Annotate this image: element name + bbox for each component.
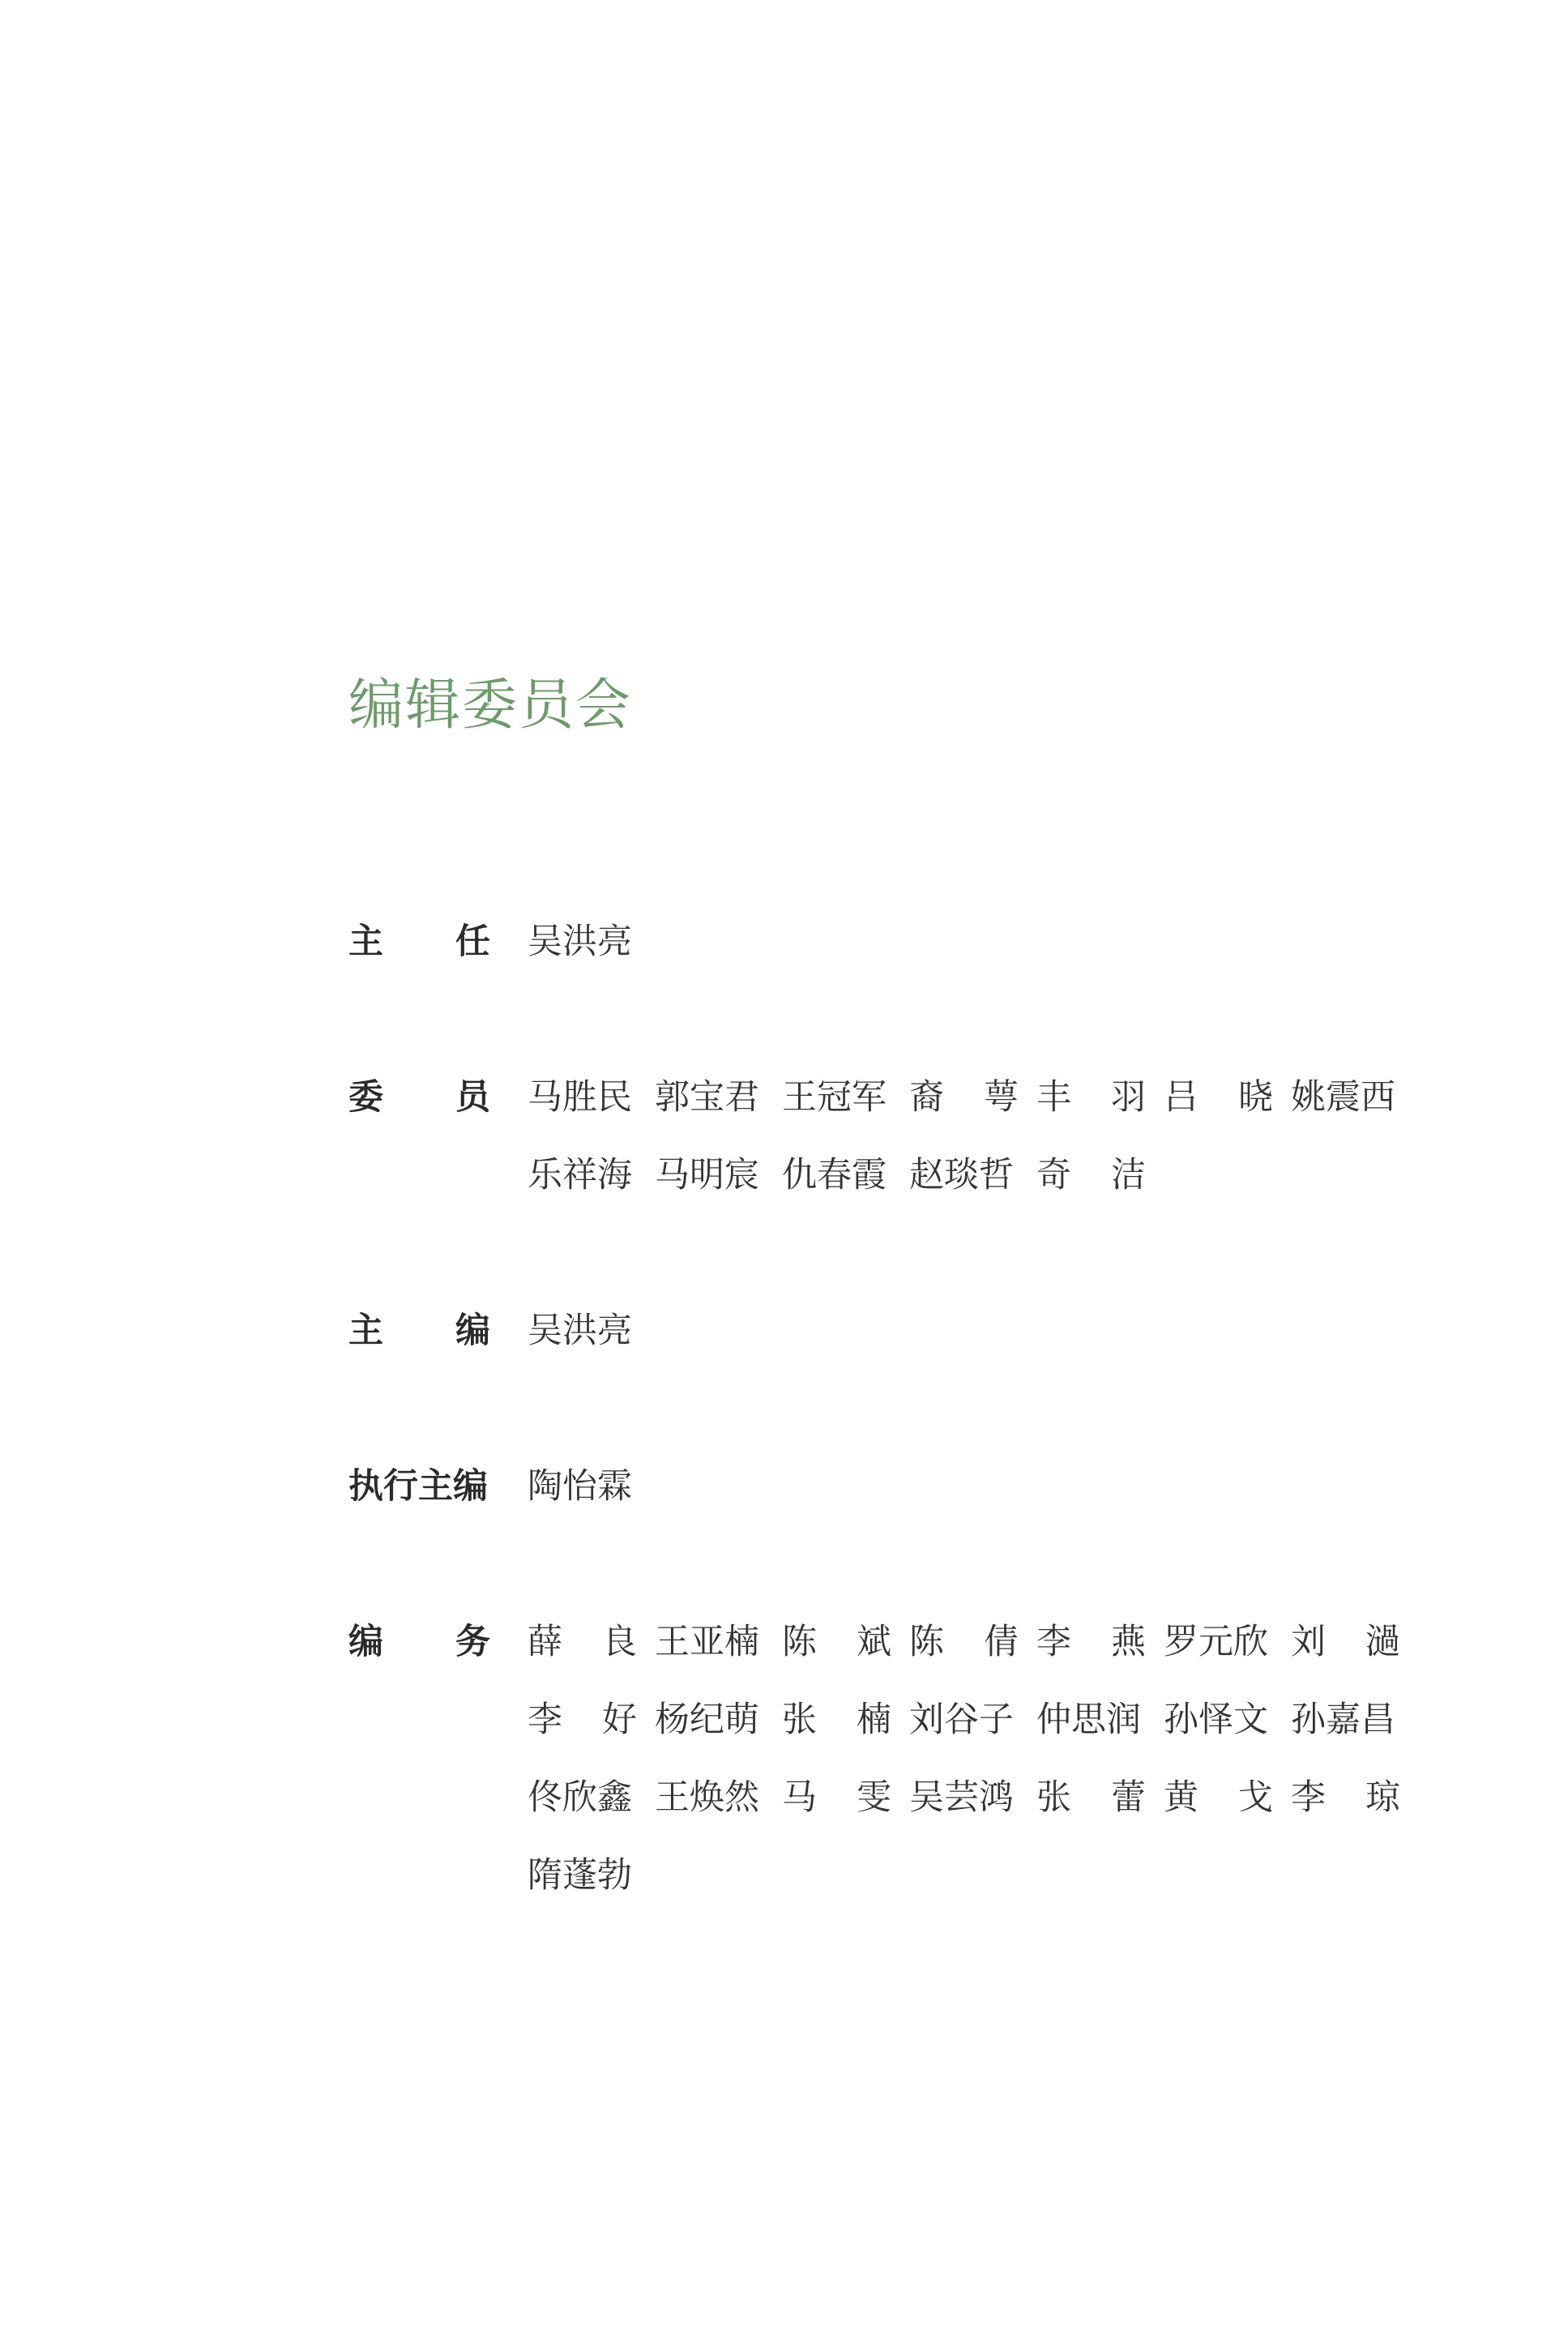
person-name-part: 洁 — [1111, 1154, 1146, 1195]
editorial-staff-label-char: 务 — [455, 1621, 490, 1662]
person-name-part: 陈 — [782, 1621, 817, 1662]
person-name-part: 佟欣鑫 — [528, 1777, 632, 1818]
person-name — [1036, 1055, 1164, 1133]
person-name — [1036, 1678, 1164, 1755]
person-name — [1291, 1055, 1418, 1133]
person-name-part: 晓 — [1238, 1076, 1273, 1118]
director-label — [348, 900, 490, 977]
person-name — [909, 1600, 1036, 1678]
person-name-part: 倩 — [984, 1621, 1019, 1662]
person-name — [909, 1055, 1036, 1133]
director-label-char: 任 — [455, 921, 490, 962]
members-list — [528, 1055, 1427, 1211]
members-label-char: 员 — [455, 1076, 490, 1118]
person-name — [528, 1678, 655, 1755]
person-name-part: 蕾 — [1111, 1777, 1146, 1818]
person-name-part: 罗元欣 — [1164, 1621, 1268, 1662]
editorial-staff-label — [348, 1600, 490, 1678]
person-name — [1036, 1133, 1164, 1211]
person-name-part: 郭宝君 — [655, 1076, 759, 1118]
person-name-part: 马明宸 — [655, 1154, 759, 1195]
person-name-part: 仇春霞 — [782, 1154, 887, 1195]
person-name — [782, 1133, 909, 1211]
person-name — [1164, 1678, 1291, 1755]
person-name-part: 李 — [1291, 1777, 1326, 1818]
person-name — [655, 1755, 782, 1833]
person-name-part: 乐祥海 — [528, 1154, 632, 1195]
person-name — [782, 1755, 909, 1833]
person-name-part: 陈 — [909, 1621, 944, 1662]
person-name-part: 好 — [602, 1699, 637, 1740]
person-name — [528, 1600, 655, 1678]
person-name-part: 仲思润 — [1036, 1699, 1141, 1740]
person-name — [655, 1133, 782, 1211]
person-name — [1291, 1600, 1418, 1678]
person-name — [1291, 1755, 1418, 1833]
editorial-staff-label-char: 编 — [348, 1621, 383, 1662]
person-name-part: 姚震西 — [1291, 1076, 1395, 1118]
person-name-part: 孙嘉昌 — [1291, 1699, 1395, 1740]
person-name-part: 王焕然 — [655, 1777, 759, 1818]
person-name-part: 吕 — [1164, 1076, 1198, 1118]
editorial-staff-list — [528, 1600, 1427, 1911]
person-name — [528, 1055, 655, 1133]
person-name — [1036, 1600, 1164, 1678]
person-name-part: 丰 — [1036, 1076, 1071, 1118]
person-name — [528, 1755, 655, 1833]
person-name-part: 王亚楠 — [655, 1621, 759, 1662]
members-label-char: 委 — [348, 1076, 383, 1118]
person-name-part: 马胜民 — [528, 1076, 632, 1118]
person-name — [1164, 1055, 1291, 1133]
person-name-part: 琼 — [1365, 1777, 1400, 1818]
person-name — [909, 1133, 1036, 1211]
person-name-part: 刘谷子 — [909, 1699, 1014, 1740]
person-name-part: 马 — [782, 1777, 817, 1818]
person-name — [528, 1833, 655, 1911]
person-name — [782, 1055, 909, 1133]
person-name-part: 裔 — [909, 1076, 944, 1118]
person-name-part: 雯 — [857, 1777, 891, 1818]
person-name-part: 戈 — [1238, 1777, 1273, 1818]
person-name-part: 萼 — [984, 1076, 1019, 1118]
chief-editor-label — [348, 1289, 490, 1366]
executive-editor-name: 陶怡霖 — [528, 1465, 632, 1507]
person-name-part: 孙怿文 — [1164, 1699, 1268, 1740]
person-name-part: 斌 — [857, 1621, 891, 1662]
person-name — [1164, 1755, 1291, 1833]
person-name — [655, 1055, 782, 1133]
person-name-part: 楠 — [857, 1699, 891, 1740]
person-name-part: 李 — [1036, 1621, 1071, 1662]
person-name-part: 杨纪萌 — [655, 1699, 759, 1740]
person-name — [1291, 1678, 1418, 1755]
person-name-part: 奇 — [1036, 1154, 1071, 1195]
chief-editor-name: 吴洪亮 — [528, 1310, 632, 1351]
person-name-part: 李 — [528, 1699, 562, 1740]
person-name-part: 王冠军 — [782, 1076, 887, 1118]
person-name-part: 吴芸鸿 — [909, 1777, 1014, 1818]
person-name-part: 刘 — [1291, 1621, 1326, 1662]
person-name-part: 薛 — [528, 1621, 562, 1662]
person-name-part: 张 — [782, 1699, 817, 1740]
person-name — [782, 1678, 909, 1755]
members-label — [348, 1055, 490, 1133]
person-name-part: 濄 — [1365, 1621, 1400, 1662]
person-name — [1036, 1755, 1164, 1833]
chief-editor-label-char: 编 — [455, 1310, 490, 1351]
person-name-part: 羽 — [1111, 1076, 1146, 1118]
person-name — [1164, 1600, 1291, 1678]
person-name-part: 张 — [1036, 1777, 1071, 1818]
executive-editor-label-text: 执行主编 — [348, 1465, 488, 1507]
person-name — [782, 1600, 909, 1678]
person-name-part: 隋蓬勃 — [528, 1854, 632, 1896]
executive-editor-label — [348, 1444, 490, 1522]
director-label-char: 主 — [348, 921, 383, 962]
page-title: 编辑委员会 — [348, 674, 633, 738]
person-name — [909, 1755, 1036, 1833]
person-name-part: 赵琰哲 — [909, 1154, 1014, 1195]
person-name — [528, 1133, 655, 1211]
person-name — [909, 1678, 1036, 1755]
person-name-part: 良 — [602, 1621, 637, 1662]
chief-editor-label-char: 主 — [348, 1310, 383, 1351]
person-name-part: 燕 — [1111, 1621, 1146, 1662]
person-name-part: 黄 — [1164, 1777, 1198, 1818]
person-name — [655, 1678, 782, 1755]
director-name: 吴洪亮 — [528, 921, 632, 962]
person-name — [655, 1600, 782, 1678]
